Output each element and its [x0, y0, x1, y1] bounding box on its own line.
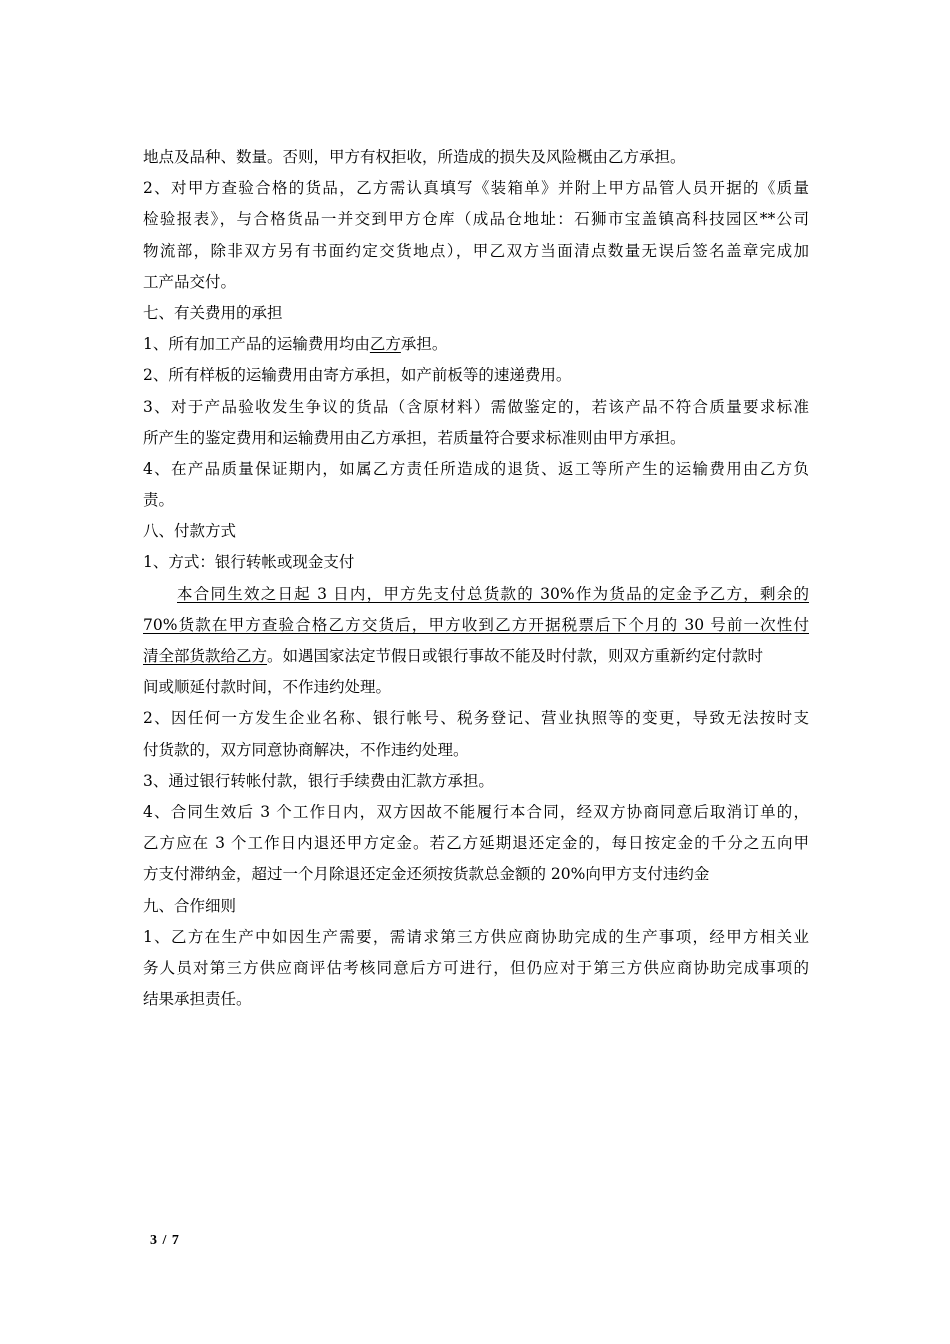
text-line: 3、通过银行转帐付款，银行手续费由汇款方承担。 — [143, 771, 494, 790]
text-line: 责。 — [143, 491, 175, 510]
text-line: 1、乙方在生产中如因生产需要，需请求第三方供应商协助完成的生产事项，经甲方相关业 — [143, 927, 809, 946]
text-line: 务人员对第三方供应商评估考核同意后方可进行，但仍应对于第三方供应商协助完成事项的 — [143, 958, 809, 977]
payment-terms-line: 70%货款在甲方查验合格乙方交货后，甲方收到乙方开据税票后下个月的 30 号前一次性付 — [143, 615, 809, 634]
text-line: 方支付滞纳金，超过一个月除退还定金还须按货款总金额的 20%向甲方支付违约金 — [143, 865, 710, 884]
text-line: 4、在产品质量保证期内，如属乙方责任所造成的退货、返工等所产生的运输费用由乙方负 — [143, 459, 809, 478]
text-line: 2、因任何一方发生企业名称、银行帐号、税务登记、营业执照等的变更，导致无法按时支 — [143, 709, 809, 728]
payment-terms-after: 。如遇国家法定节假日或银行事故不能及时付款，则双方重新约定付款时 — [267, 647, 764, 665]
page-number: 3 / 7 — [150, 1233, 180, 1248]
text-line: 2、对甲方查验合格的货品，乙方需认真填写《装箱单》并附上甲方品管人员开据的《质量 — [143, 179, 809, 198]
text-line: 检验报表》，与合格货品一并交到甲方仓库（成品仓地址：石狮市宝盖镇高科技园区**公司 — [143, 210, 809, 229]
text-line — [143, 641, 809, 672]
text-line: 1、方式：银行转帐或现金支付 — [143, 553, 355, 572]
text-line: 所产生的鉴定费用和运输费用由乙方承担，若质量符合要求标准则由甲方承担。 — [143, 428, 686, 447]
text-line: 间或顺延付款时间，不作违约处理。 — [143, 678, 392, 697]
payment-terms-underlined: 清全部货款给乙方 — [143, 647, 268, 665]
text-line: 乙方应在 3 个工作日内退还甲方定金。若乙方延期退还定金的，每日按定金的千分之五向甲 — [143, 834, 809, 853]
text-line: 2、所有样板的运输费用由寄方承担，如产前板等的速递费用。 — [143, 366, 572, 385]
payment-terms-line: 本合同生效之日起 3 日内，甲方先支付总货款的 30%作为货品的定金予乙方，剩余的 — [177, 584, 809, 603]
text-line — [143, 329, 809, 360]
cost-clause-1-before: 1、所有加工产品的运输费用均由 — [143, 335, 370, 354]
cost-clause-1-party: 乙方 — [369, 335, 401, 354]
section-heading: 八、付款方式 — [143, 522, 237, 541]
text-line: 物流部，除非双方另有书面约定交货地点），甲乙双方当面清点数量无误后签名盖章完成加 — [143, 241, 809, 260]
text-line: 3、对于产品验收发生争议的货品（含原材料）需做鉴定的，若该产品不符合质量要求标准 — [143, 397, 809, 416]
text-line: 结果承担责任。 — [143, 990, 252, 1009]
document-body — [143, 142, 809, 1015]
text-line: 4、合同生效后 3 个工作日内，双方因故不能履行本合同，经双方协商同意后取消订单的， — [143, 802, 809, 821]
cost-clause-1-after: 承担。 — [400, 335, 448, 354]
section-heading: 九、合作细则 — [143, 896, 237, 915]
text-line: 工产品交付。 — [143, 272, 237, 291]
text-line: 地点及品种、数量。否则，甲方有权拒收，所造成的损失及风险概由乙方承担。 — [143, 148, 686, 166]
text-line: 付货款的，双方同意协商解决，不作违约处理。 — [143, 740, 469, 759]
section-heading: 七、有关费用的承担 — [143, 303, 283, 322]
